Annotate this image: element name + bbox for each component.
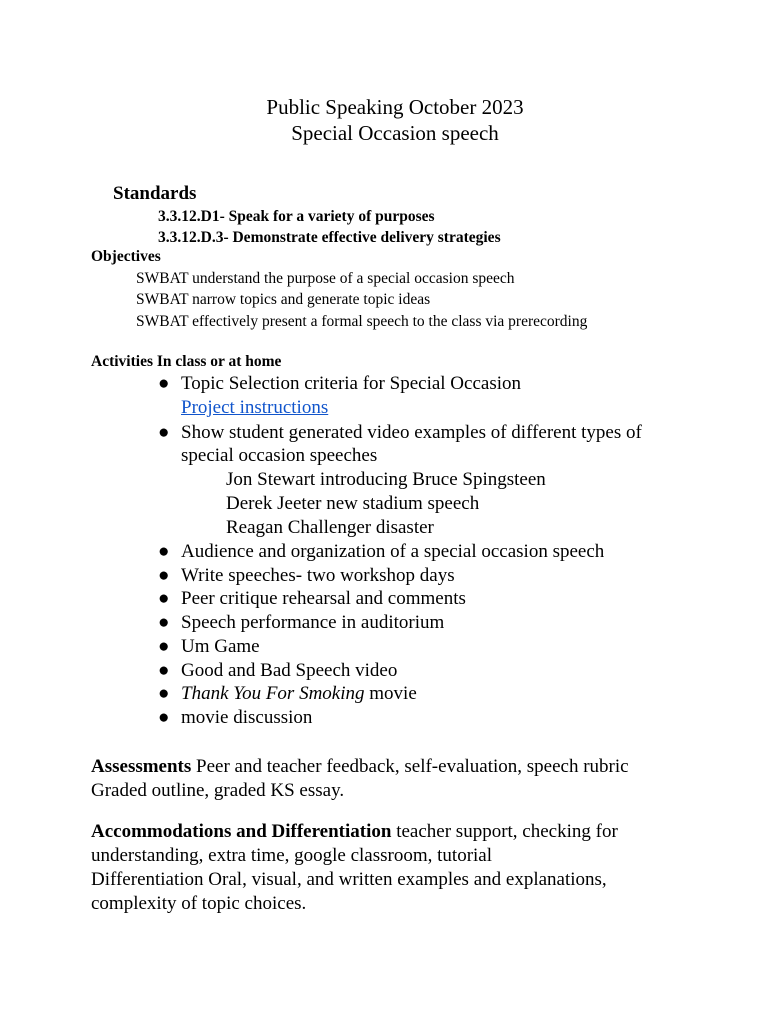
objective-item: SWBAT effectively present a formal speech to the class via prerecording xyxy=(136,313,588,330)
assessments-text: Peer and teacher feedback, self-evaluation, speech rubric xyxy=(191,756,629,777)
standard-text: - Speak for a variety of purposes xyxy=(219,208,435,225)
accommodations-label: Accommodations and Differentiation xyxy=(91,821,392,842)
speech-example: Derek Jeeter new stadium speech xyxy=(226,493,480,514)
activity-item: movie discussion xyxy=(181,707,313,728)
activity-item: Topic Selection criteria for Special Occasion xyxy=(181,373,522,394)
objective-item: SWBAT narrow topics and generate topic ideas xyxy=(136,291,431,308)
project-instructions-link[interactable]: Project instructions xyxy=(181,397,329,418)
activity-item: Good and Bad Speech video xyxy=(181,660,398,681)
objectives-heading: Objectives xyxy=(91,248,161,265)
assessments-line2: Graded outline, graded KS essay. xyxy=(91,780,345,801)
standard-item xyxy=(158,208,435,226)
standard-code: 3.3.12.D1 xyxy=(158,208,220,225)
activity-item: Peer critique rehearsal and comments xyxy=(181,588,466,609)
assessments-label: Assessments xyxy=(91,756,192,777)
differentiation-text: Differentiation Oral, visual, and written examples and explanations, complexity of topic choices. xyxy=(91,869,607,914)
activities-heading: Activities In class or at home xyxy=(91,353,282,370)
accommodations-paragraph xyxy=(91,820,671,916)
objective-item: SWBAT understand the purpose of a special occasion speech xyxy=(136,270,515,287)
bullet-icon: ● xyxy=(158,707,170,728)
bullet-icon: ● xyxy=(158,565,170,586)
bullet-icon: ● xyxy=(158,588,170,609)
standard-code: 3.3.12.D.3 xyxy=(158,229,224,246)
accommodations-text: teacher support, checking for understanding, extra time, google classroom, tutorial xyxy=(91,821,618,866)
standards-heading: Standards xyxy=(113,183,197,204)
activity-item: Write speeches- two workshop days xyxy=(181,565,455,586)
movie-suffix: movie xyxy=(364,683,417,704)
standard-item xyxy=(158,229,501,247)
speech-example: Jon Stewart introducing Bruce Spingsteen xyxy=(226,469,546,490)
bullet-icon: ● xyxy=(158,612,170,633)
activity-item xyxy=(181,683,417,705)
speech-example: Reagan Challenger disaster xyxy=(226,517,434,538)
page-title: Public Speaking October 2023 xyxy=(266,95,524,119)
bullet-icon: ● xyxy=(158,683,170,704)
bullet-icon: ● xyxy=(158,636,170,657)
activity-item: Show student generated video examples of different types of xyxy=(181,422,642,443)
standard-text: - Demonstrate effective delivery strategies xyxy=(223,229,501,246)
activity-item: Um Game xyxy=(181,636,260,657)
bullet-icon: ● xyxy=(158,541,170,562)
movie-title: Thank You For Smoking xyxy=(181,683,365,704)
bullet-icon: ● xyxy=(158,660,170,681)
activity-item-continuation: special occasion speeches xyxy=(181,445,378,466)
activity-item: Speech performance in auditorium xyxy=(181,612,445,633)
bullet-icon: ● xyxy=(158,373,170,394)
page-subtitle: Special Occasion speech xyxy=(291,121,499,145)
assessments-paragraph xyxy=(91,755,691,803)
activity-item: Audience and organization of a special occasion speech xyxy=(181,541,605,562)
bullet-icon: ● xyxy=(158,422,170,443)
